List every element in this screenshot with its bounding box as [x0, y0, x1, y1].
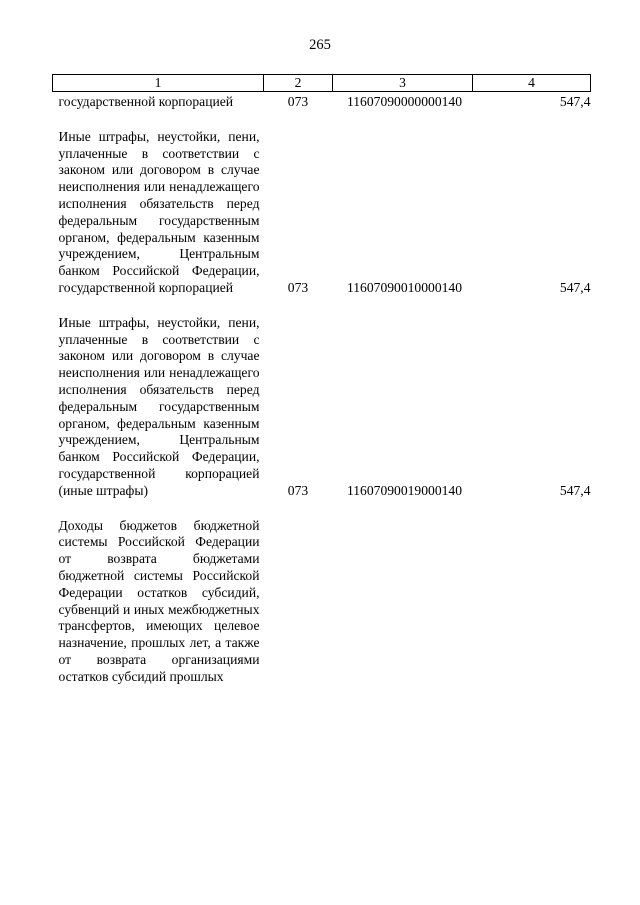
column-header-1: 1	[53, 75, 264, 92]
column-header-4: 4	[473, 75, 591, 92]
row-spacer	[53, 297, 591, 315]
row-name-cell	[53, 129, 264, 297]
row-kbk-cell: 11607090000000140	[346, 94, 463, 109]
column-header-2: 2	[264, 75, 333, 92]
row-amount-cell: 547,4	[559, 279, 591, 295]
row-name-text: государственной корпорацией	[58, 94, 234, 109]
row-kbk-cell: 11607090010000140	[346, 279, 463, 295]
table-row	[53, 92, 591, 111]
row-name-text: Доходы бюджетов бюджетной системы Российской Федерации от возврата бюджетами бюджетной системы Российской Федерации остатков субсидий, субвенций и иных межбюджетных трансфертов, имеющих целевое назначение, прошлых лет, а также от возврата организациями остатков субсидий прошлых	[58, 517, 260, 684]
row-kbk-cell: 11607090019000140	[346, 482, 463, 498]
budget-revenue-table	[52, 74, 591, 686]
row-spacer	[53, 111, 591, 129]
row-amount-cell	[473, 518, 591, 686]
column-header-3: 3	[333, 75, 473, 92]
row-code-cell: 073	[287, 279, 309, 295]
table-header-row	[53, 75, 591, 92]
row-amount-cell: 547,4	[559, 482, 591, 498]
row-name-text: Иные штрафы, неустойки, пени, уплаченные в соответствии с законом или договором в случае неисполнения или ненадлежащего исполнения обязательств перед федеральным государственным органом, федеральным казенным учреждением, Центральным банком Российской Федерации, государственной корпорацией (иные штрафы)	[58, 314, 260, 498]
row-name-text: Иные штрафы, неустойки, пени, уплаченные в соответствии с законом или договором в случае неисполнения или ненадлежащего исполнения обязательств перед федеральным государственным органом, федеральным казенным учреждением, Центральным банком Российской Федерации, государственной корпорацией	[58, 128, 260, 295]
table-row	[53, 129, 591, 297]
row-code-cell: 073	[287, 482, 309, 498]
row-name-cell	[53, 315, 264, 500]
row-name-cell	[53, 92, 264, 111]
row-kbk-cell	[333, 518, 473, 686]
row-name-cell	[53, 518, 264, 686]
row-amount-cell: 547,4	[559, 94, 591, 109]
table-row	[53, 315, 591, 500]
row-code-cell: 073	[287, 94, 309, 109]
row-spacer	[53, 500, 591, 518]
page-number: 265	[309, 37, 331, 53]
table-row	[53, 518, 591, 686]
row-code-cell	[264, 518, 333, 686]
